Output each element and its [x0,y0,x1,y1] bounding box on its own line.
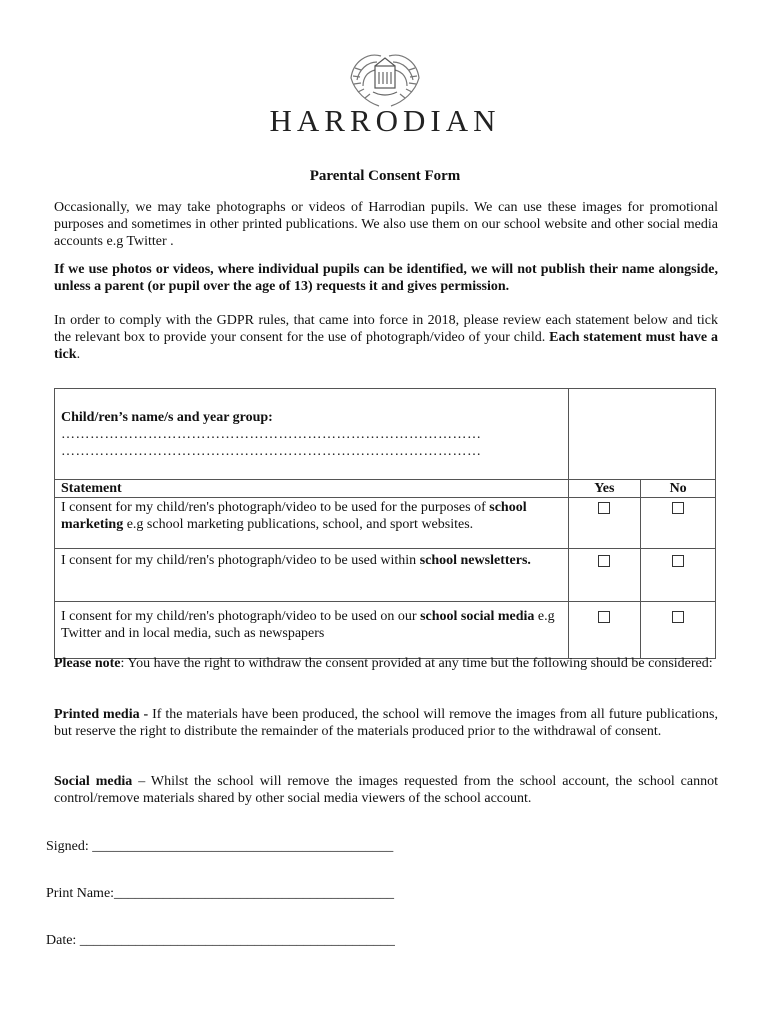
please-note-text: : You have the right to withdraw the consent provided at any time but the following should be considered: [120,656,713,671]
gdpr-bold: Each statement must have a tick [54,330,718,362]
yes-cell [568,498,641,549]
table-row [55,549,716,602]
gdpr-paragraph [54,312,718,363]
newsletters-yes-checkbox[interactable] [598,555,610,567]
social-media-paragraph [54,773,718,807]
school-logo [250,48,520,160]
printed-media-text: If the materials have been produced, the school will remove the images from all future publications, but reserve the right to distribute the remainder of the materials produced prior to the withdrawal of consent. [54,707,718,739]
gdpr-text: In order to comply with the GDPR rules, that came into force in 2018, please review each statement below and tick the relevant box to provide your consent for the use of photograph/video of your child. [54,313,718,345]
logo-wordmark: HARRODIAN [269,103,501,138]
yes-cell [568,602,641,659]
social-no-checkbox[interactable] [672,611,684,623]
statement-text-end: e.g Twitter and in local media, such as newspapers [61,609,555,641]
social-yes-checkbox[interactable] [598,611,610,623]
printed-media-paragraph [54,706,718,740]
child-name-label: Child/ren’s name/s and year group: [61,410,273,425]
child-name-cell[interactable] [55,389,569,480]
statement-text-end: e.g school marketing publications, school, and sport websites. [123,517,474,532]
form-title: Parental Consent Form [309,168,461,184]
marketing-yes-checkbox[interactable] [598,502,610,514]
table-row [55,602,716,659]
statement-bold: school newsletters. [419,553,531,568]
column-header-row [55,480,716,498]
signed-line[interactable]: Signed: ___________________________________________ [46,839,394,854]
no-cell [641,549,716,602]
yes-header: Yes [568,480,641,498]
statement-text: I consent for my child/ren's photograph/video to be used within [61,553,420,568]
intro-paragraph: Occasionally, we may take photographs or videos of Harrodian pupils. We can use these images for promotional purposes and sometimes in other printed publications. We also use them on our school website and other social media accounts e.g Twitter . [54,200,718,249]
statement-text: I consent for my child/ren's photograph/video to be used on our [61,609,421,624]
social-media-text: – Whilst the school will remove the images requested from the school account, the school cannot control/remove materials shared by other social media viewers of the school account. [54,774,719,806]
newsletters-no-checkbox[interactable] [672,555,684,567]
child-name-row [55,389,716,480]
statement-bold: school social media [420,609,535,624]
please-note-label: Please note [54,656,121,671]
printed-media-label: Printed media - [54,707,149,722]
empty-header-cell [568,389,716,480]
no-cell [641,498,716,549]
table-row [55,498,716,549]
date-line[interactable]: Date: _____________________________________________ [46,933,395,948]
social-media-label: Social media [54,774,133,789]
yes-cell [568,549,641,602]
child-name-dots-2: …………………………………………………………………………… [61,444,482,459]
statement-header: Statement [55,480,569,498]
marketing-no-checkbox[interactable] [672,502,684,514]
no-cell [641,602,716,659]
print-name-line[interactable]: Print Name:________________________________________ [46,886,395,901]
statement-bold: school marketing [61,500,527,532]
gdpr-end: . [76,347,81,362]
warning-paragraph: If we use photos or videos, where individual pupils can be identified, we will not publish their name alongside, unless a parent (or pupil over the age of 13) requests it and gives permission. [54,262,718,294]
child-name-dots-1: …………………………………………………………………………… [61,427,482,442]
statement-social-media [55,602,569,659]
statement-text: I consent for my child/ren's photograph/video to be used for the purposes of [61,500,490,515]
statement-newsletters [55,549,569,602]
please-note-paragraph [54,655,718,672]
consent-table [54,388,716,659]
no-header: No [641,480,716,498]
statement-marketing [55,498,569,549]
crest-icon [345,48,425,110]
